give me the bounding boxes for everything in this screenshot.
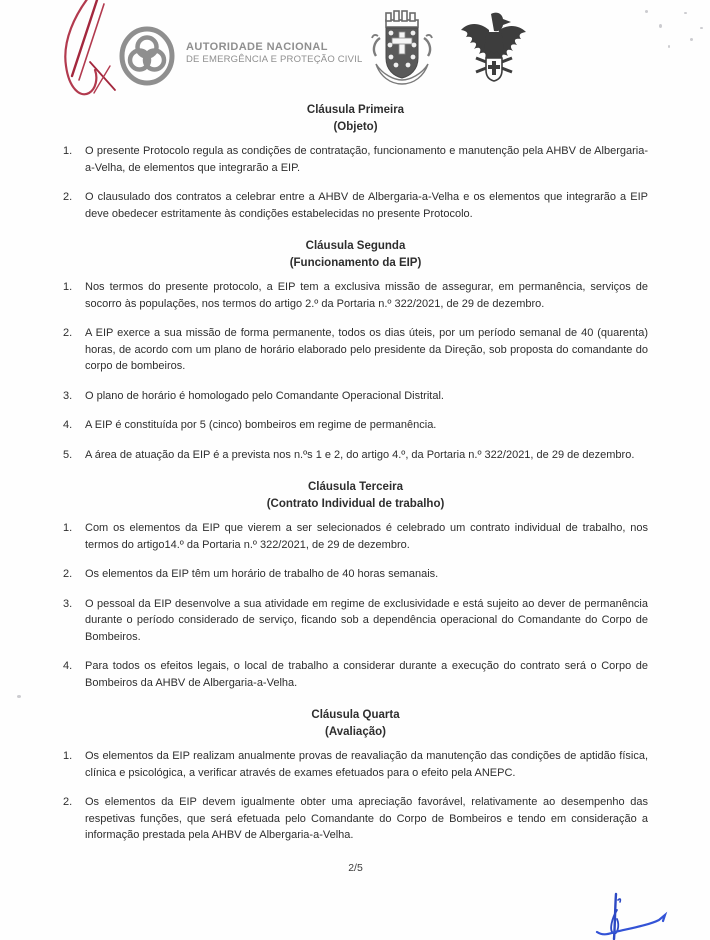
org-name-line1: AUTORIDADE NACIONAL xyxy=(186,41,328,53)
clause-heading xyxy=(63,238,648,272)
org-name-line2: DE EMERGÊNCIA E PROTEÇÃO CIVIL xyxy=(186,54,363,65)
clause-item: O pessoal da EIP desenvolve a sua atividade em regime de exclusividade e está sujeito ao dever de permanência durante o período considerado de serviço, ficando sob a dependência operacional do Comandante do Corpo de Bombeiros. xyxy=(85,597,648,643)
clause-title: Cláusula Primeira xyxy=(306,104,405,116)
blue-ink-signature xyxy=(594,892,670,940)
clause-item: A EIP é constituída por 5 (cinco) bombeiros em regime de permanência. xyxy=(85,419,437,431)
clause-section xyxy=(63,102,648,222)
clause-item-list xyxy=(63,520,648,691)
clause-section xyxy=(63,238,648,463)
clause-item-list xyxy=(63,279,648,463)
clause-item: Com os elementos da EIP que vierem a ser selecionados é celebrado um contrato individual de trabalho, nos termos do artigo14.º da Portaria n.º 322/2021, de 29 de dezembro. xyxy=(85,522,648,551)
clause-item-list xyxy=(63,143,648,222)
clause-subtitle: (Funcionamento da EIP) xyxy=(289,257,422,269)
document-header xyxy=(0,0,710,100)
clause-item: A EIP exerce a sua missão de forma permanente, todos os dias úteis, por um período semanal de 40 (quarenta) horas, de acordo com um plano de horário elaborado pelo presidente da Direção, sob proposta do comandante do corpo de bombeiros. xyxy=(85,327,648,372)
clause-item: Os elementos da EIP devem igualmente obter uma apreciação favorável, relativamente ao desempenho das respetivas funções, que será efetuada pelo Comandante do Corpo de Bombeiros e tendo em consideração a informação prestada pela AHBV de Albergaria-a-Velha. xyxy=(85,796,648,841)
clause-title: Cláusula Segunda xyxy=(305,240,406,252)
firefighters-eagle-crest-icon xyxy=(458,10,528,90)
clause-item: Os elementos da EIP realizam anualmente provas de reavaliação da manutenção das condições de aptidão física, clínica e psicológica, a verificar através de exames efetuados para o efeito pela ANEPC. xyxy=(85,750,648,779)
clause-item-list xyxy=(63,748,648,844)
clause-title: Cláusula Terceira xyxy=(307,481,404,493)
scan-speck xyxy=(17,695,21,698)
clause-section xyxy=(63,479,648,691)
org-name xyxy=(186,41,363,66)
clause-subtitle: (Objeto) xyxy=(333,121,378,133)
clause-heading xyxy=(63,479,648,513)
page-number: 2/5 xyxy=(348,862,363,874)
clause-subtitle: (Contrato Individual de trabalho) xyxy=(266,498,445,510)
clause-heading xyxy=(63,102,648,136)
clause-item: Para todos os efeitos legais, o local de trabalho a considerar durante a execução do contrato será o Corpo de Bombeiros da AHBV de Albergaria-a-Velha. xyxy=(85,660,648,689)
clause-item: O plano de horário é homologado pelo Comandante Operacional Distrital. xyxy=(85,389,444,402)
clause-item: O clausulado dos contratos a celebrar entre a AHBV de Albergaria-a-Velha e os elementos que integrarão a EIP deve obedecer estritamente às condições estabelecidas no presente Protocolo. xyxy=(85,191,648,220)
clause-subtitle: (Avaliação) xyxy=(325,726,386,738)
clause-title: Cláusula Quarta xyxy=(311,709,400,721)
clause-item: Nos termos do presente protocolo, a EIP tem a exclusiva missão de assegurar, em permanência, serviços de socorro às populações, nos termos do artigo 2.º da Portaria n.º 322/2021, de 29 de dezembro. xyxy=(85,281,648,310)
clause-item: Os elementos da EIP têm um horário de trabalho de 40 horas semanais. xyxy=(85,568,439,580)
clause-item: A área de atuação da EIP é a prevista nos n.ºs 1 e 2, do artigo 4.º, da Portaria n.º 322/2021, de 29 de dezembro. xyxy=(85,448,635,461)
document-body xyxy=(63,102,648,860)
clause-heading xyxy=(63,707,648,741)
clause-section xyxy=(63,707,648,844)
clause-item: O presente Protocolo regula as condições de contratação, funcionamento e manutenção pela AHBV de Albergaria-a-Velha, de elementos que integrarão a EIP. xyxy=(85,145,648,174)
anepc-trefoil-logo-icon xyxy=(118,26,176,86)
municipal-coat-of-arms-icon xyxy=(366,8,438,96)
